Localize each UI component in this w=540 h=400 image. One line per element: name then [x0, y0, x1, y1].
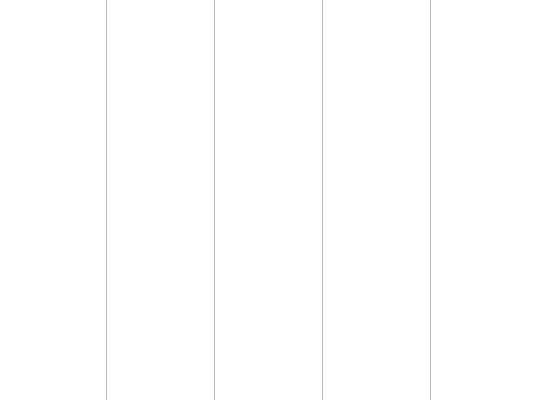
column-1: [2, 0, 102, 400]
column-3: [218, 0, 318, 400]
column-divider: [430, 0, 431, 400]
column-4: [326, 0, 426, 400]
column-2: [110, 0, 210, 400]
column-divider: [322, 0, 323, 400]
column-5: [434, 0, 538, 400]
column-divider: [214, 0, 215, 400]
column-divider: [106, 0, 107, 400]
